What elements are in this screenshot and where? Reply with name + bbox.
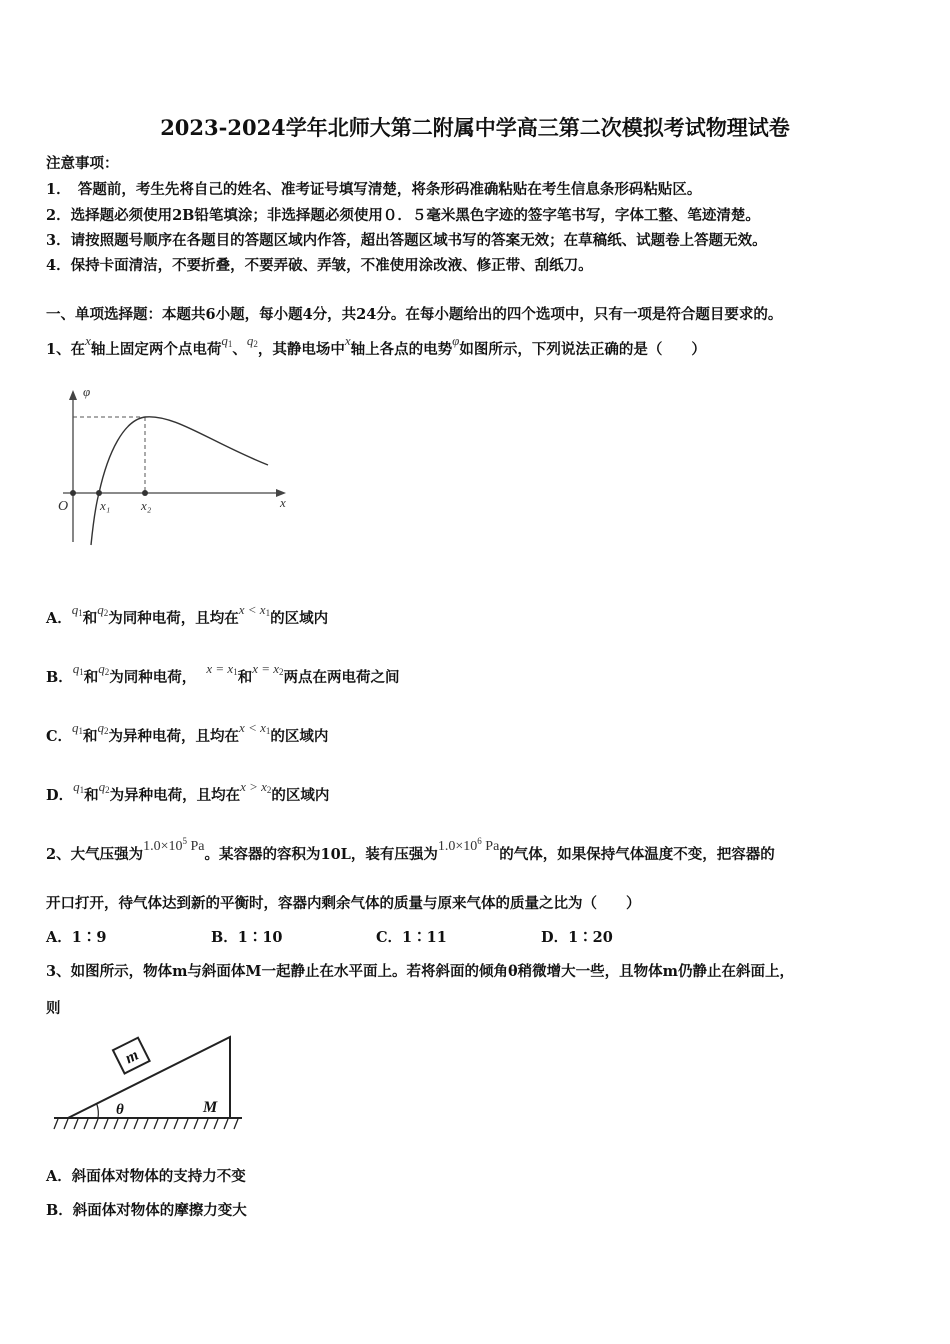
origin-label: O xyxy=(58,499,69,514)
q1-option-c[interactable]: C．$q_1$和$q_2$为异种电荷，且均在$x < x_1$的区域内 xyxy=(46,720,329,745)
incline-diagram xyxy=(50,1032,250,1137)
q2-option-c[interactable]: C．1∶11 xyxy=(376,929,447,946)
potential-graph xyxy=(50,380,300,550)
notice-item-3: 3．请按照题号顺序在各题目的答题区域内作答，超出答题区域书写的答案无效；在草稿纸、试题卷上答题无效。 xyxy=(46,232,767,249)
section-heading: 一、单项选择题：本题共6小题，每小题4分，共24分。在每小题给出的四个选项中，只有一项是符合题目要求的。 xyxy=(46,306,783,323)
question-2-stem-line2: 开口打开，待气体达到新的平衡时，容器内剩余气体的质量与原来气体的质量之比为（ ） xyxy=(46,895,641,912)
x2-label: x₂ xyxy=(141,498,152,513)
question-3-stem: 3、如图所示，物体m与斜面体M一起静止在水平面上。若将斜面的倾角θ稍微增大一些，且物体m仍静止在斜面上， xyxy=(46,963,794,980)
incline-M-label: M xyxy=(203,1099,218,1116)
q1-option-d[interactable]: D．$q_1$和$q_2$为异种电荷，且均在$x > x_2$的区域内 xyxy=(46,779,330,804)
ground-hatching xyxy=(54,1119,238,1129)
q1-option-a[interactable]: A．$q_1$和$q_2$为同种电荷，且均在$x < x_1$的区域内 xyxy=(46,602,329,627)
page-title: 2023-2024学年北师大第二附属中学高三第二次模拟考试物理试卷 xyxy=(160,115,790,140)
phi-axis-label: φ xyxy=(83,384,91,399)
question-1-stem: 1、在x轴上固定两个点电荷$q_1$、$q_2$，其静电场中x轴上各点的电势φ如图所示，下列说法正确的是（ ） xyxy=(46,333,706,358)
q3-option-a[interactable]: A．斜面体对物体的支持力不变 xyxy=(46,1168,246,1185)
question-3-stem-line2: 则 xyxy=(46,1000,61,1017)
x1-dot xyxy=(96,490,102,496)
q2-option-b[interactable]: B．1∶10 xyxy=(211,929,283,946)
x1-label: x₁ xyxy=(100,498,111,513)
small-block xyxy=(113,1038,150,1074)
x2-dot xyxy=(142,490,148,496)
notice-item-2: 2．选择题必须使用2B铅笔填涂；非选择题必须使用０．５毫米黑色字迹的签字笔书写，字体工整、笔迹清楚。 xyxy=(46,207,760,224)
block-m-label: m xyxy=(122,1046,142,1068)
q3-option-b[interactable]: B．斜面体对物体的摩擦力变大 xyxy=(46,1202,247,1219)
notice-item-4: 4．保持卡面清洁，不要折叠，不要弄破、弄皱，不准使用涂改液、修正带、刮纸刀。 xyxy=(46,257,593,274)
notice-heading: 注意事项： xyxy=(46,155,119,172)
theta-label: θ xyxy=(116,1102,124,1118)
y-axis-arrow xyxy=(69,390,77,400)
q1-option-b[interactable]: B．$q_1$和$q_2$为同种电荷， $x = x_1$和$x = x_2$两点在两电荷之间 xyxy=(46,661,400,686)
q2-option-a[interactable]: A．1∶9 xyxy=(46,929,107,946)
origin-dot xyxy=(70,490,76,496)
question-2-stem: 2、大气压强为$1.0\times 10^5$ Pa。某容器的容积为10L，装有压强为$1.0\times 10^6$ Pa的气体，如果保持气体温度不变，把容器的 xyxy=(46,836,775,863)
angle-arc xyxy=(97,1104,99,1118)
x-axis-label: x xyxy=(280,495,286,510)
q2-option-d[interactable]: D．1∶20 xyxy=(541,929,613,946)
potential-curve xyxy=(91,417,268,545)
notice-item-1: 1． 答题前，考生先将自己的姓名、准考证号填写清楚，将条形码准确粘贴在考生信息条形码粘贴区。 xyxy=(46,181,702,198)
